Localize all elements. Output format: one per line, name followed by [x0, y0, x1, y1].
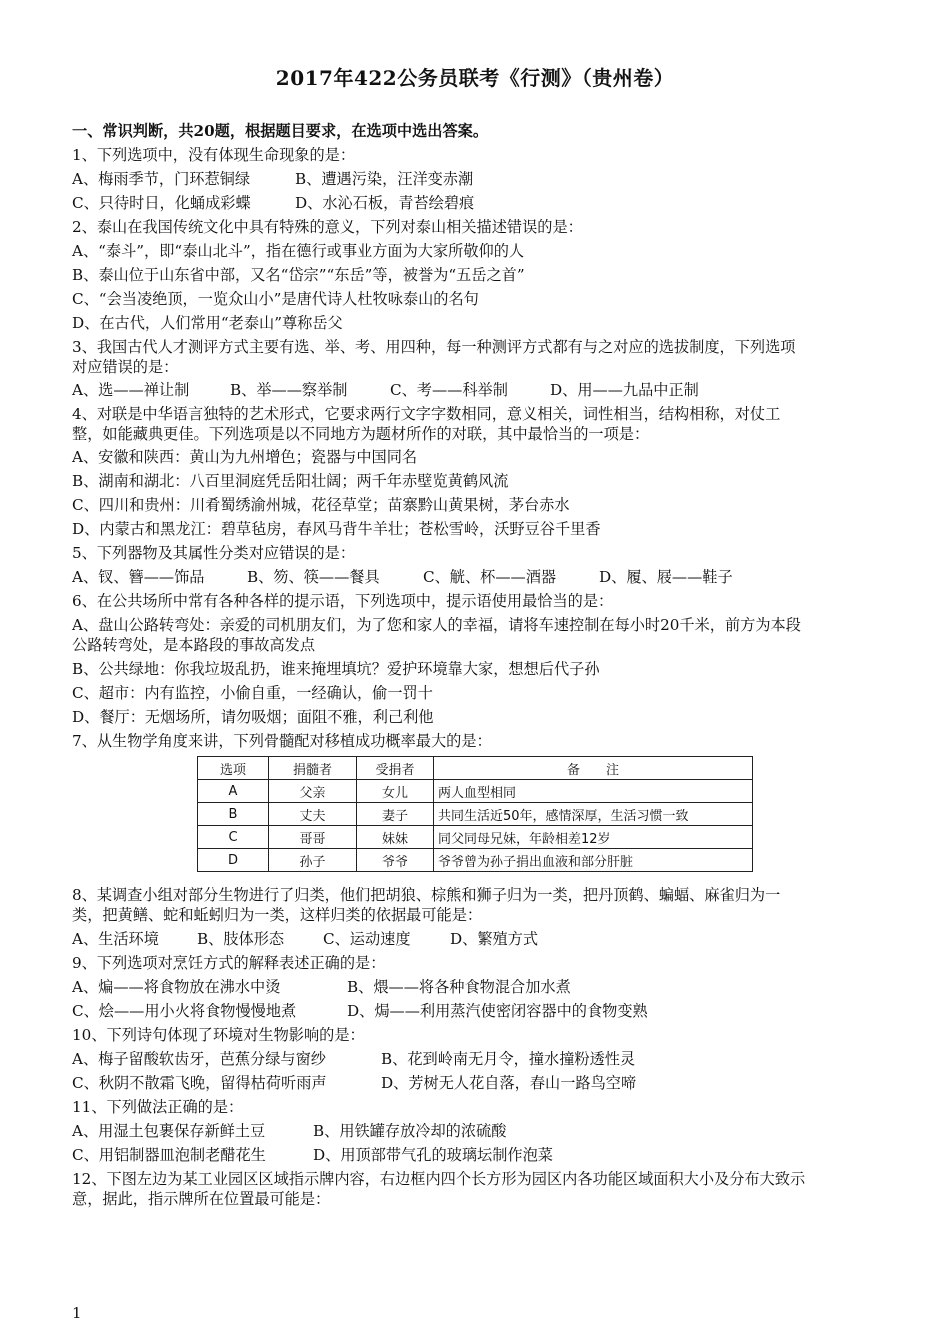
- q6-option-d: D、餐厅：无烟场所，请勿吸烟；面阻不雅，利己利他: [72, 708, 434, 726]
- q8-option-d: D、繁殖方式: [450, 930, 539, 948]
- section-heading: 一、常识判断，共20题，根据题目要求，在选项中选出答案。: [72, 122, 489, 140]
- q5-option-b: B、笏、筷——餐具: [247, 568, 380, 586]
- table-cell: 妹妹: [357, 826, 434, 849]
- q10-option-c: C、秋阴不散霜飞晚，留得枯荷听雨声: [72, 1074, 327, 1092]
- q9-option-b: B、煨——将各种食物混合加水煮: [347, 978, 571, 996]
- table-row: [198, 826, 753, 849]
- question-7-stem: 7、从生物学角度来讲，下列骨髓配对移植成功概率最大的是：: [72, 732, 492, 750]
- question-12-stem: 12、下图左边为某工业园区区域指示牌内容，右边框内四个长方形为园区内各功能区域面积大小及分布大致示: [72, 1170, 806, 1188]
- table-cell: 丈夫: [269, 803, 357, 826]
- q9-option-d: D、焗——利用蒸汽使密闭容器中的食物变熟: [347, 1002, 648, 1020]
- question-3-stem-cont: 对应错误的是：: [72, 358, 179, 376]
- question-12-stem-cont: 意，据此，指示牌所在位置最可能是：: [72, 1190, 331, 1208]
- q2-option-b: B、泰山位于山东省中部，又名“岱宗”“东岳”等，被誉为“五岳之首”: [72, 266, 525, 284]
- page-number: 1: [72, 1304, 82, 1322]
- table-cell: 共同生活近50年，感情深厚，生活习惯一致: [434, 803, 753, 826]
- table-header-cell: 受捐者: [357, 757, 434, 780]
- question-3-stem: 3、我国古代人才测评方式主要有选、举、考、用四种，每一种测评方式都有与之对应的选拔制度，下列选项: [72, 338, 796, 356]
- q4-option-b: B、湖南和湖北：八百里洞庭凭岳阳壮阔；两千年赤壁览黄鹤风流: [72, 472, 509, 490]
- table-cell: 孙子: [269, 849, 357, 872]
- question-10-stem: 10、下列诗句体现了环境对生物影响的是：: [72, 1026, 365, 1044]
- q5-option-c: C、觥、杯——酒器: [423, 568, 557, 586]
- table-cell: B: [198, 803, 269, 826]
- q1-option-b: B、遭遇污染，汪洋变赤潮: [295, 170, 474, 188]
- question-6-stem: 6、在公共场所中常有各种各样的提示语，下列选项中，提示语使用最恰当的是：: [72, 592, 614, 610]
- q4-option-a: A、安徽和陕西：黄山为九州增色；瓷器与中国同名: [72, 448, 418, 466]
- q11-option-c: C、用铝制器皿泡制老醋花生: [72, 1146, 266, 1164]
- q5-option-d: D、履、屐——鞋子: [599, 568, 733, 586]
- question-2-stem: 2、泰山在我国传统文化中具有特殊的意义，下列对泰山相关描述错误的是：: [72, 218, 583, 236]
- table-cell: 父亲: [269, 780, 357, 803]
- question-4-stem-cont: 整，如能藏典更佳。下列选项是以不同地方为题材所作的对联，其中最恰当的一项是：: [72, 425, 650, 443]
- q8-option-c: C、运动速度: [323, 930, 411, 948]
- q11-option-a: A、用湿土包裹保存新鲜土豆: [72, 1122, 266, 1140]
- q6-option-a: A、盘山公路转弯处：亲爱的司机朋友们，为了您和家人的幸福，请将车速控制在每小时20千米，前方为本段: [72, 616, 801, 634]
- table-cell: C: [198, 826, 269, 849]
- question-8-stem: 8、某调查小组对部分生物进行了归类，他们把胡狼、棕熊和狮子归为一类，把丹顶鹤、蝙蝠、麻雀归为一: [72, 886, 781, 904]
- table-row: [198, 803, 753, 826]
- q6-option-c: C、超市：内有监控，小偷自重，一经确认，偷一罚十: [72, 684, 433, 702]
- q6-option-b: B、公共绿地：你我垃圾乱扔，谁来掩埋填坑？爱护环境靠大家，想想后代子孙: [72, 660, 600, 678]
- q3-option-b: B、举——察举制: [230, 381, 348, 399]
- q10-option-d: D、芳树无人花自落，春山一路鸟空啼: [381, 1074, 637, 1092]
- q3-option-a: A、选——禅让制: [72, 381, 190, 399]
- q10-option-b: B、花到岭南无月令，撞水撞粉透性灵: [381, 1050, 636, 1068]
- table-row: [198, 780, 753, 803]
- q4-option-c: C、四川和贵州：川肴蜀绣渝州城，花径草堂；苗寨黔山黄果树，茅台赤水: [72, 496, 570, 514]
- table-header-row: [198, 757, 753, 780]
- table-header-cell: 捐髓者: [269, 757, 357, 780]
- question-1-stem: 1、下列选项中，没有体现生命现象的是：: [72, 146, 356, 164]
- q9-option-c: C、烩——用小火将食物慢慢地煮: [72, 1002, 297, 1020]
- q8-option-b: B、肢体形态: [197, 930, 285, 948]
- q11-option-b: B、用铁罐存放冷却的浓硫酸: [313, 1122, 507, 1140]
- table-cell: 女儿: [357, 780, 434, 803]
- table-cell: 爷爷曾为孙子捐出血液和部分肝脏: [434, 849, 753, 872]
- q1-option-a: A、梅雨季节，门环惹铜绿: [72, 170, 251, 188]
- question-8-stem-cont: 类，把黄鳝、蛇和蚯蚓归为一类，这样归类的依据最可能是：: [72, 906, 483, 924]
- q5-option-a: A、钗、簪——饰品: [72, 568, 205, 586]
- q4-option-d: D、内蒙古和黑龙江：碧草毡房，春风马背牛羊壮；苍松雪岭，沃野豆谷千里香: [72, 520, 601, 538]
- question-11-stem: 11、下列做法正确的是：: [72, 1098, 244, 1116]
- question-4-stem: 4、对联是中华语言独特的艺术形式，它要求两行文字字数相同，意义相关，词性相当，结构相称，对仗工: [72, 405, 781, 423]
- document-title: 2017年422公务员联考《行测》（贵州卷）: [275, 66, 675, 90]
- transplant-table: [197, 756, 753, 872]
- table-cell: 同父同母兄妹，年龄相差12岁: [434, 826, 753, 849]
- q1-option-d: D、水沁石板，青苔绘碧痕: [295, 194, 475, 212]
- q11-option-d: D、用顶部带气孔的玻璃坛制作泡菜: [313, 1146, 553, 1164]
- q8-option-a: A、生活环境: [72, 930, 159, 948]
- question-5-stem: 5、下列器物及其属性分类对应错误的是：: [72, 544, 356, 562]
- q2-option-a: A、“泰斗”，即“泰山北斗”，指在德行或事业方面为大家所敬仰的人: [72, 242, 525, 260]
- q9-option-a: A、煸——将食物放在沸水中烫: [72, 978, 281, 996]
- q6-option-a-cont: 公路转弯处，是本路段的事故高发点: [72, 636, 315, 654]
- table-header-cell: 备 注: [434, 757, 753, 780]
- table-cell: 两人血型相同: [434, 780, 753, 803]
- q2-option-c: C、“会当凌绝顶，一览众山小”是唐代诗人杜牧咏泰山的名句: [72, 290, 479, 308]
- table-row: [198, 849, 753, 872]
- table-cell: 哥哥: [269, 826, 357, 849]
- table-cell: 妻子: [357, 803, 434, 826]
- table-cell: A: [198, 780, 269, 803]
- q1-option-c: C、只待时日，化蛹成彩蝶: [72, 194, 251, 212]
- q3-option-c: C、考——科举制: [390, 381, 508, 399]
- q10-option-a: A、梅子留酸软齿牙，芭蕉分绿与窗纱: [72, 1050, 326, 1068]
- table-cell: 爷爷: [357, 849, 434, 872]
- table-header-cell: 选项: [198, 757, 269, 780]
- q2-option-d: D、在古代，人们常用“老泰山”尊称岳父: [72, 314, 343, 332]
- table-cell: D: [198, 849, 269, 872]
- question-9-stem: 9、下列选项对烹饪方式的解释表述正确的是：: [72, 954, 386, 972]
- q3-option-d: D、用——九品中正制: [550, 381, 699, 399]
